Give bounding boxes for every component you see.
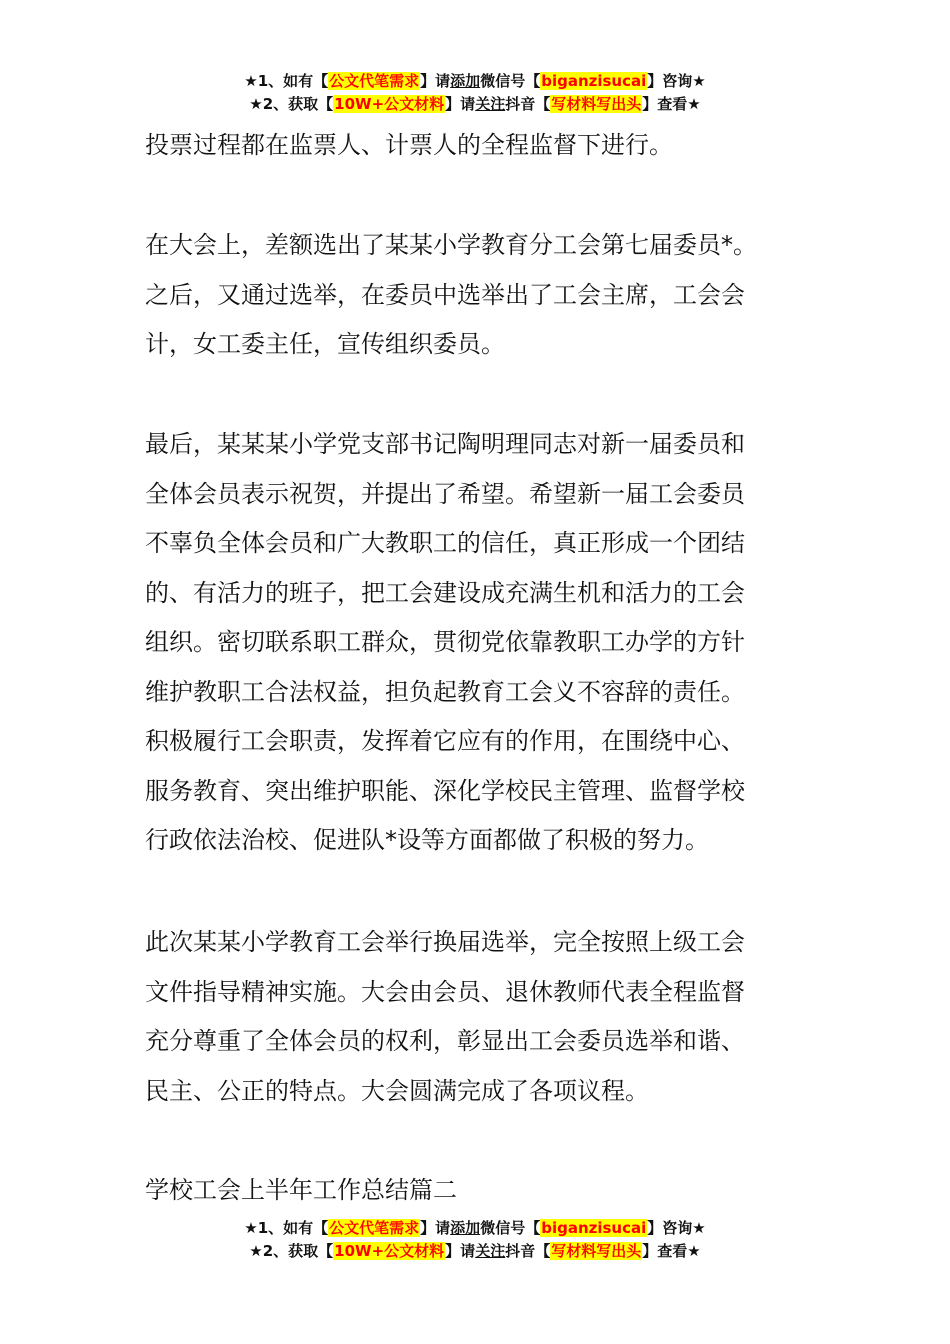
banner-line-2 xyxy=(0,1240,950,1263)
paragraph xyxy=(145,121,810,171)
banner-text: 抖音【 xyxy=(505,95,551,113)
banner-text: 微信号【 xyxy=(480,1219,541,1237)
text-line: 组织。密切联系职工群众，贯彻党依靠教职工办学的方针 xyxy=(145,628,745,656)
banner-text: 】查看 xyxy=(642,95,688,113)
text-line: 投票过程都在监票人、计票人的全程监督下进行。 xyxy=(145,131,673,159)
star-icon: ★ xyxy=(687,1242,701,1260)
header-banner xyxy=(0,70,950,116)
text-line: 行政依法治校、促进队*设等方面都做了积极的努力。 xyxy=(145,826,709,854)
banner-text: 】咨询 xyxy=(647,1219,693,1237)
banner-text: 】请 xyxy=(420,72,451,90)
banner-text: 】请 xyxy=(445,1242,476,1260)
banner-underlined: 关注 xyxy=(475,1242,506,1260)
star-icon: ★ xyxy=(249,95,263,113)
paragraph xyxy=(145,918,810,1116)
banner-highlight: 公文代笔需求 xyxy=(329,1219,420,1237)
banner-line-1 xyxy=(0,70,950,93)
star-icon: ★ xyxy=(244,1219,258,1237)
banner-text: 抖音【 xyxy=(505,1242,551,1260)
text-line: 此次某某小学教育工会举行换届选举，完全按照上级工会 xyxy=(145,928,745,956)
banner-highlight: 写材料写出头 xyxy=(551,95,642,113)
banner-highlight: 写材料写出头 xyxy=(551,1242,642,1260)
banner-text: 】查看 xyxy=(642,1242,688,1260)
paragraph xyxy=(145,221,810,370)
banner-line-1 xyxy=(0,1217,950,1240)
text-line: 计，女工委主任，宣传组织委员。 xyxy=(145,330,505,358)
star-icon: ★ xyxy=(692,72,706,90)
text-line: 学校工会上半年工作总结篇二 xyxy=(145,1176,457,1204)
banner-underlined: 添加 xyxy=(450,72,481,90)
banner-highlight: 公文代笔需求 xyxy=(329,72,420,90)
banner-text: 】请 xyxy=(420,1219,451,1237)
banner-text: 1、如有【 xyxy=(257,72,329,90)
text-line: 最后，某某某小学党支部书记陶明理同志对新一届委员和 xyxy=(145,430,745,458)
star-icon: ★ xyxy=(244,72,258,90)
text-line: 在大会上，差额选出了某某小学教育分工会第七届委员*。 xyxy=(145,231,757,259)
section-heading xyxy=(145,1166,810,1216)
banner-text: 】咨询 xyxy=(647,72,693,90)
star-icon: ★ xyxy=(249,1242,263,1260)
footer-banner xyxy=(0,1217,950,1263)
banner-underlined: 添加 xyxy=(450,1219,481,1237)
text-line: 民主、公正的特点。大会圆满完成了各项议程。 xyxy=(145,1076,649,1105)
banner-underlined: 关注 xyxy=(475,95,506,113)
banner-text: 2、获取【 xyxy=(262,95,334,113)
banner-text: 1、如有【 xyxy=(257,1219,329,1237)
text-line: 全体会员表示祝贺，并提出了希望。希望新一届工会委员 xyxy=(145,479,745,508)
banner-line-2 xyxy=(0,93,950,116)
banner-text: 微信号【 xyxy=(480,72,541,90)
text-line: 文件指导精神实施。大会由会员、退休教师代表全程监督 xyxy=(145,977,745,1006)
banner-highlight: biganzisucai xyxy=(541,1219,647,1237)
text-line: 的、有活力的班子，把工会建设成充满生机和活力的工会 xyxy=(145,578,745,607)
text-line: 积极履行工会职责，发挥着它应有的作用，在围绕中心、 xyxy=(145,727,745,755)
banner-text: 】请 xyxy=(445,95,476,113)
paragraph xyxy=(145,420,810,866)
star-icon: ★ xyxy=(692,1219,706,1237)
banner-highlight: biganzisucai xyxy=(541,72,647,90)
banner-text: 2、获取【 xyxy=(262,1242,334,1260)
text-line: 维护教职工合法权益，担负起教育工会义不容辞的责任。 xyxy=(145,677,745,706)
star-icon: ★ xyxy=(687,95,701,113)
text-line: 充分尊重了全体会员的权利，彰显出工会委员选举和谐、 xyxy=(145,1027,745,1055)
text-line: 不辜负全体会员和广大教职工的信任，真正形成一个团结 xyxy=(145,529,745,557)
text-line: 之后，又通过选举，在委员中选举出了工会主席，工会会 xyxy=(145,280,745,309)
banner-highlight: 10W+公文材料 xyxy=(334,95,445,113)
banner-highlight: 10W+公文材料 xyxy=(334,1242,445,1260)
text-line: 服务教育、突出维护职能、深化学校民主管理、监督学校 xyxy=(145,776,745,805)
